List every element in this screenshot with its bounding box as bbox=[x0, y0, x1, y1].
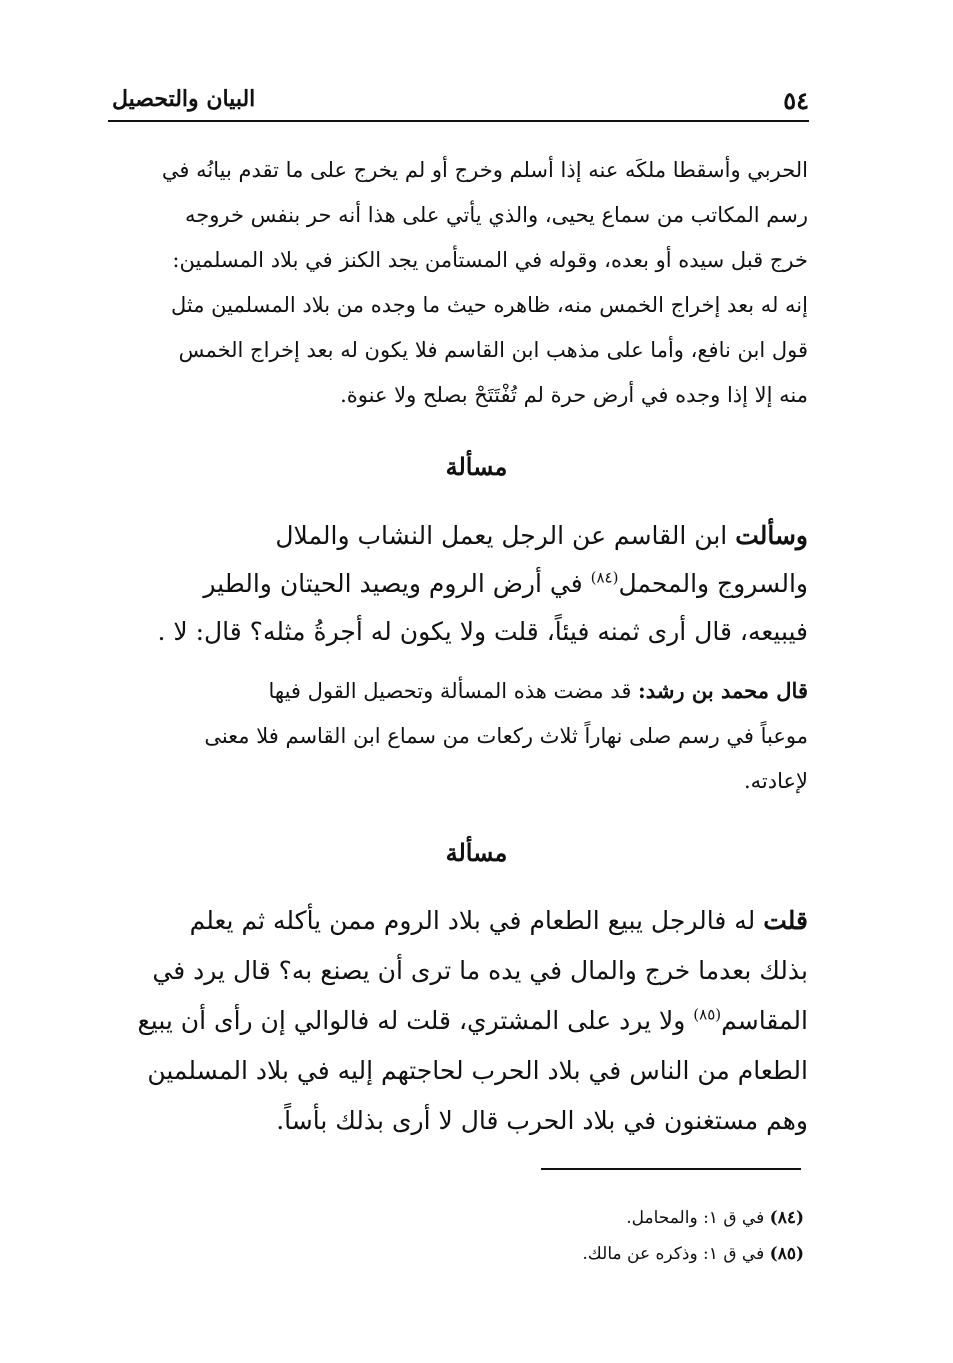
text-line: رسم المكاتب من سماع يحيى، والذي يأتي على هذا أنه حر بنفس خروجه bbox=[185, 203, 808, 227]
text-fragment: المقاسم bbox=[721, 1006, 808, 1035]
text-fragment: في أرض الروم ويصيد الحيتان والطير bbox=[203, 569, 591, 598]
footnote-reference[interactable]: (٨٥) bbox=[693, 1005, 722, 1024]
paragraph-continuation bbox=[108, 148, 808, 418]
footnote-text: في ق ١: وذكره عن مالك. bbox=[582, 1244, 770, 1264]
text-fragment: ولا يرد على المشتري، قلت له فالوالي إن رأى أن يبيع bbox=[137, 1006, 694, 1035]
page-number: ٥٤ bbox=[783, 86, 809, 115]
footnote-text: في ق ١: والمحامل. bbox=[626, 1208, 770, 1228]
text-line bbox=[108, 512, 808, 560]
section-heading: مسألة bbox=[445, 838, 508, 867]
text-line bbox=[108, 896, 808, 946]
text-line bbox=[108, 996, 808, 1046]
footnote bbox=[400, 1200, 804, 1236]
lead-word: وسألت bbox=[735, 521, 808, 550]
text-line: بذلك بعدما خرج والمال في يده ما ترى أن يصنع به؟ قال يرد في bbox=[152, 956, 808, 985]
text-line: الطعام من الناس في بلاد الحرب لحاجتهم إليه في بلاد المسلمين bbox=[147, 1056, 808, 1085]
text-fragment: له فالرجل يبيع الطعام في بلاد الروم ممن يأكله ثم يعلم bbox=[189, 906, 764, 935]
text-fragment: قد مضت هذه المسألة وتحصيل القول فيها bbox=[268, 679, 639, 703]
text-line bbox=[108, 560, 808, 608]
footnote bbox=[400, 1236, 804, 1272]
text-line: خرج قبل سيده أو بعده، وقوله في المستأمن يجد الكنز في بلاد المسلمين: bbox=[172, 248, 808, 272]
footnote-divider bbox=[541, 1168, 801, 1170]
text-line: إنه له بعد إخراج الخمس منه، ظاهره حيث ما وجده من بلاد المسلمين مثل bbox=[171, 293, 808, 317]
text-fragment: ابن القاسم عن الرجل يعمل النشاب والملال bbox=[275, 521, 736, 550]
text-line: وهم مستغنون في بلاد الحرب قال لا أرى بذلك بأساً. bbox=[276, 1106, 808, 1135]
text-line: قول ابن نافع، وأما على مذهب ابن القاسم فلا يكون له بعد إخراج الخمس bbox=[178, 338, 808, 362]
text-line: منه إلا إذا وجده في أرض حرة لم تُفْتَتَحْ بصلح ولا عنوة. bbox=[340, 383, 808, 407]
text-fragment: والسروج والمحمل bbox=[618, 569, 808, 598]
text-line: موعباً في رسم صلى نهاراً ثلاث ركعات من سماع ابن القاسم فلا معنى bbox=[204, 724, 808, 748]
text-line bbox=[108, 668, 808, 714]
footnotes bbox=[400, 1200, 804, 1272]
footnote-number: (٨٤) bbox=[769, 1208, 804, 1228]
footnote-number: (٨٥) bbox=[769, 1244, 804, 1264]
footnote-reference[interactable]: (٨٤) bbox=[590, 568, 619, 587]
commentary-paragraph bbox=[108, 668, 808, 804]
text-line: لإعادته. bbox=[743, 769, 808, 793]
commentator-lead: قال محمد بن رشد: bbox=[638, 678, 808, 703]
running-header bbox=[108, 84, 809, 122]
question-paragraph bbox=[108, 512, 808, 656]
lead-word: قلت bbox=[763, 906, 808, 935]
book-title: البيان والتحصيل bbox=[112, 86, 256, 112]
question-paragraph bbox=[108, 896, 808, 1146]
text-line: الحربي وأسقطا ملكَه عنه إذا أسلم وخرج أو لم يخرج على ما تقدم بيانُه في bbox=[161, 158, 808, 182]
section-heading: مسألة bbox=[445, 452, 508, 481]
text-line: فيبيعه، قال أرى ثمنه فيئاً، قلت ولا يكون له أجرةُ مثله؟ قال: لا . bbox=[157, 617, 808, 646]
